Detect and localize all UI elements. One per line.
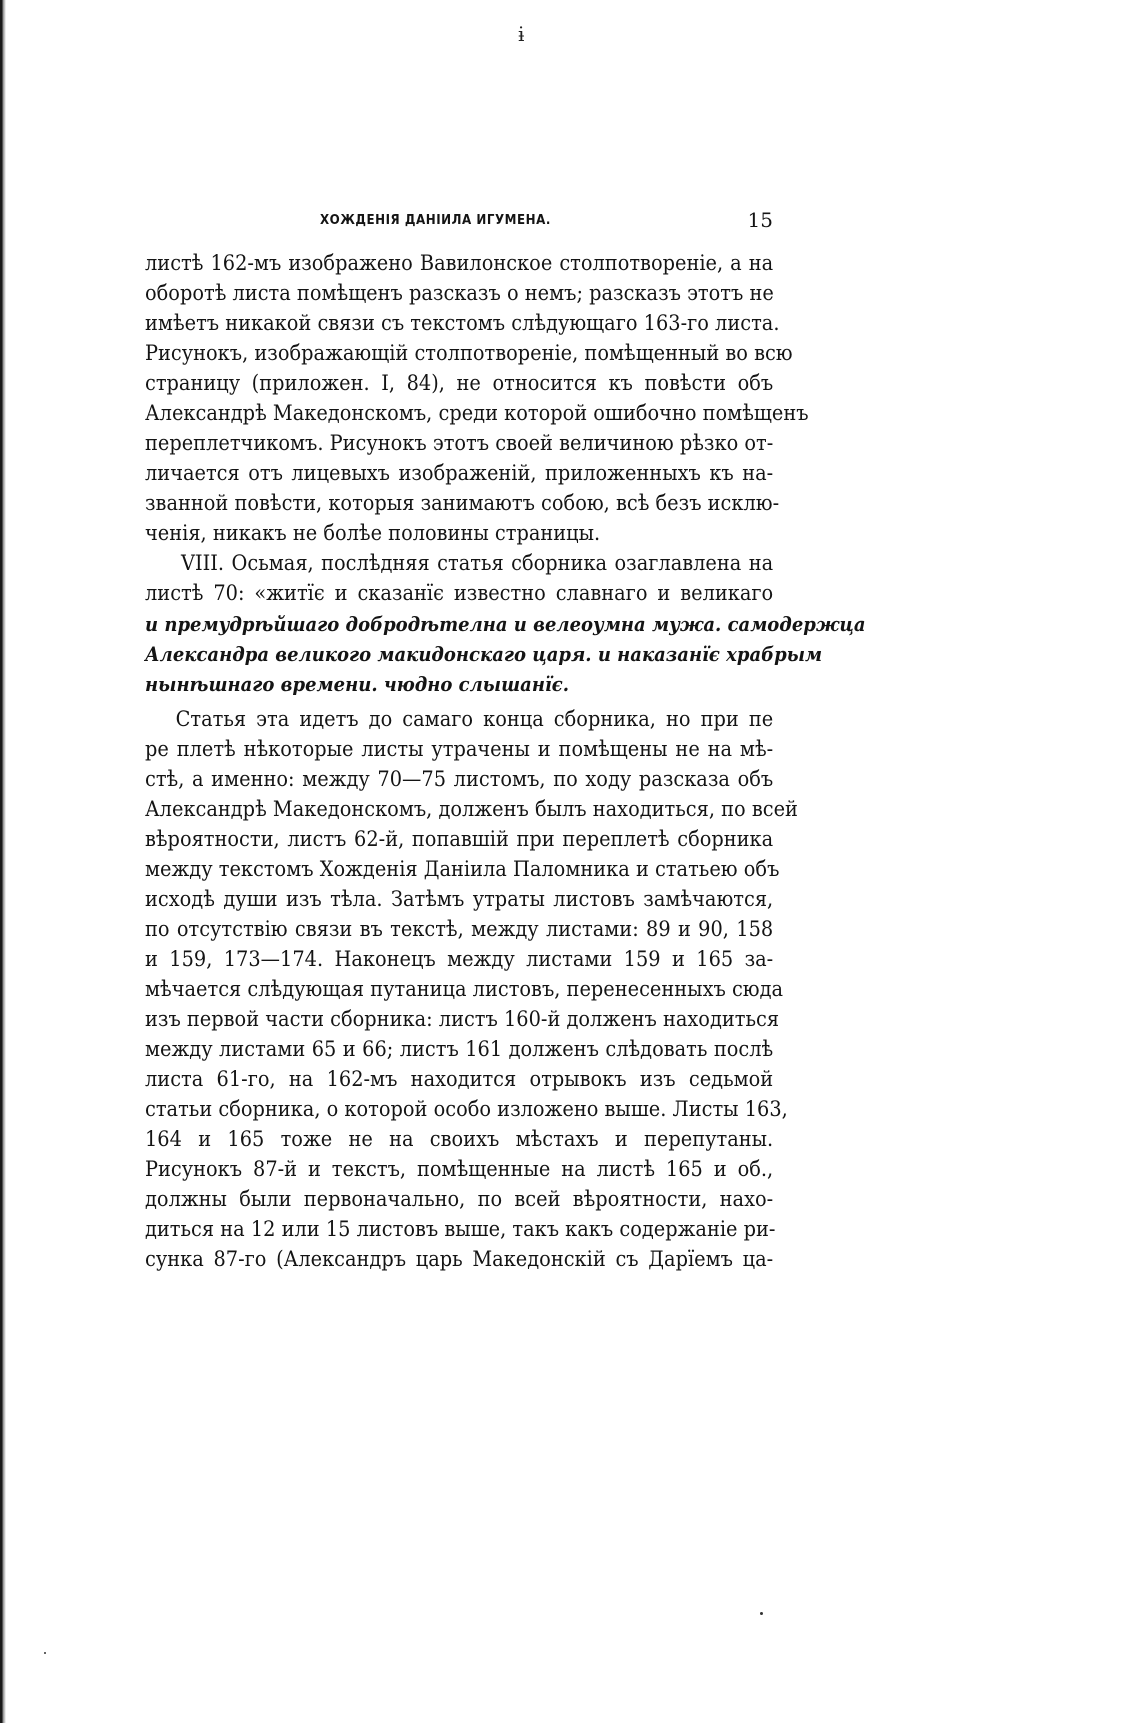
text-line: должны были первоначально, по всей вѣроятности, нахо- [145, 1187, 774, 1212]
text-line: статьи сборника, о которой особо изложено выше. Листы 163, [145, 1097, 788, 1122]
text-line: Рисунокъ 87-й и текстъ, помѣщенные на листѣ 165 и об., [145, 1157, 774, 1182]
text-line: листѣ 70: «житїє и сказанїє известно славнаго и великаго [145, 581, 774, 606]
paragraph-2 [145, 549, 866, 699]
text-line: личается отъ лицевыхъ изображеній, приложенныхъ къ на- [145, 461, 774, 486]
text-line: VIII. Осьмая, послѣдняя статья сборника озаглавлена на [181, 551, 774, 576]
running-head [145, 208, 773, 234]
text-line: оборотѣ листа помѣщенъ разсказъ о немъ; разсказъ этотъ не [145, 281, 774, 306]
text-line: мѣчается слѣдующая путаница листовъ, перенесенныхъ сюда [145, 977, 784, 1002]
text-line: между листами 65 и 66; листъ 161 долженъ слѣдовать послѣ [145, 1037, 774, 1062]
running-title: ХОЖДЕНІЯ ДАНІИЛА ИГУМЕНА. [320, 212, 551, 228]
text-line: изъ первой части сборника: листъ 160-й долженъ находиться [145, 1007, 780, 1032]
body-text [145, 249, 866, 1275]
paragraph-3 [145, 705, 798, 1275]
scan-speck [44, 1652, 46, 1654]
text-line: Александрѣ Македонскомъ, долженъ былъ находиться, по всей [145, 797, 798, 822]
page-number: 15 [747, 208, 773, 232]
text-line: ре плетѣ нѣкоторые листы утрачены и помѣщены не на мѣ- [145, 737, 774, 762]
text-line: 164 и 165 тоже не на своихъ мѣстахъ и перепутаны. [145, 1127, 774, 1152]
text-line: имѣетъ никакой связи съ текстомъ слѣдующаго 163-го листа. [145, 311, 780, 336]
top-mark: ɨ [518, 22, 525, 46]
text-line: и 159, 173—174. Наконецъ между листами 159 и 165 за- [145, 947, 774, 972]
text-line: переплетчикомъ. Рисунокъ этотъ своей величиною рѣзко от- [145, 431, 774, 456]
text-line: Статья эта идетъ до самаго конца сборника, но при пе [175, 707, 774, 732]
slavonic-quote-line: и премудрѣйшаго добродѣтелна и велеоумна мужа. самодержца [145, 612, 866, 636]
text-line: сунка 87-го (Александръ царь Македонскій съ Дарїемъ ца- [145, 1247, 774, 1272]
scan-edge [0, 0, 6, 1723]
text-line: исходѣ души изъ тѣла. Затѣмъ утраты листовъ замѣчаются, [145, 887, 774, 912]
slavonic-quote-line: нынѣшнаго времени. чюдно слышанїє. [145, 672, 570, 696]
scan-speck [760, 1612, 763, 1615]
text-line: званной повѣсти, которыя занимаютъ собою, всѣ безъ исклю- [145, 491, 780, 516]
text-line: листѣ 162-мъ изображено Вавилонское столпотвореніе, а на [145, 251, 774, 276]
text-line: между текстомъ Хожденія Даніила Паломника и статьею объ [145, 857, 780, 882]
text-line: диться на 12 или 15 листовъ выше, такъ какъ содержаніе ри- [145, 1217, 776, 1242]
paragraph-1 [145, 249, 809, 549]
text-line: листа 61-го, на 162-мъ находится отрывокъ изъ седьмой [145, 1067, 774, 1092]
text-line: вѣроятности, листъ 62-й, попавшій при переплетѣ сборника [145, 827, 774, 852]
text-line: Александрѣ Македонскомъ, среди которой ошибочно помѣщенъ [145, 401, 809, 426]
text-line: страницу (приложен. I, 84), не относится къ повѣсти объ [145, 371, 774, 396]
text-line: Рисунокъ, изображающій столпотвореніе, помѣщенный во всю [145, 341, 793, 366]
text-line: ченія, никакъ не болѣе половины страницы. [145, 521, 601, 546]
text-line: по отсутствію связи въ текстѣ, между листами: 89 и 90, 158 [145, 917, 774, 942]
text-line: стѣ, а именно: между 70—75 листомъ, по ходу разсказа объ [145, 767, 774, 792]
slavonic-quote-line: Александра великого макидонскаго царя. и наказанїє храбрым [145, 642, 823, 666]
